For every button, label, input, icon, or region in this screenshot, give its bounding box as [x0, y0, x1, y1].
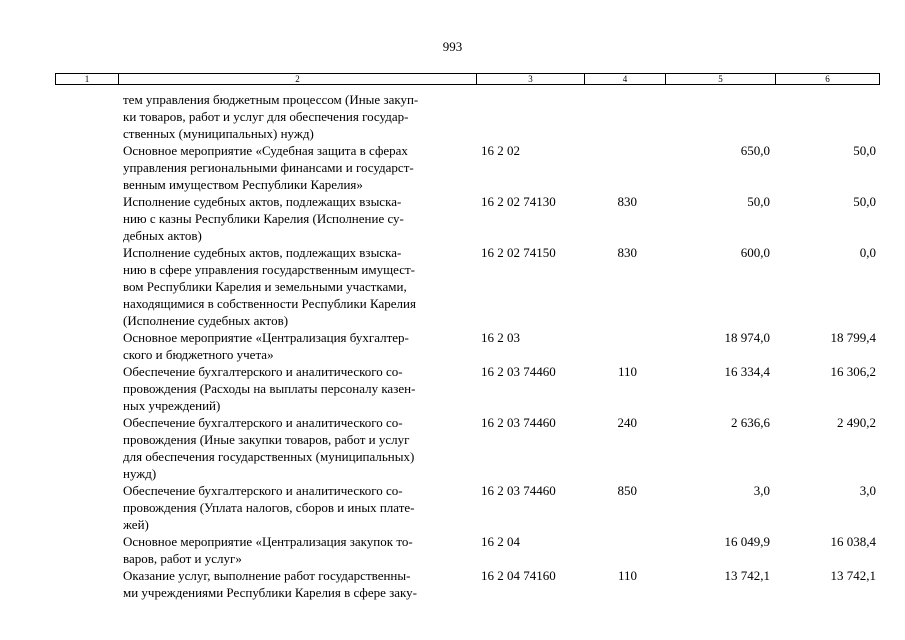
table-row	[55, 482, 880, 533]
row-name: Основное мероприятие «Централизация бухгалтер- ского и бюджетного учета»	[123, 330, 409, 362]
row-type: 110	[617, 364, 637, 379]
row-code: 16 2 02	[481, 143, 520, 158]
table-row	[55, 363, 880, 414]
row-type: 830	[617, 245, 637, 260]
row-value-2: 16 038,4	[830, 534, 876, 549]
row-name: Оказание услуг, выполнение работ государственны- ми учреждениями Республики Карелия в сфере заку-	[123, 568, 418, 600]
row-name: Основное мероприятие «Централизация закупок то- варов, работ и услуг»	[123, 534, 413, 566]
row-value-2: 3,0	[859, 483, 876, 498]
column-header-row	[55, 73, 880, 85]
row-value-2: 0,0	[859, 245, 876, 260]
row-name: Обеспечение бухгалтерского и аналитического со- провождения (Уплата налогов, сборов и иных плате- жей)	[123, 483, 415, 532]
row-value-2: 13 742,1	[830, 568, 876, 583]
table-row	[55, 329, 880, 363]
row-name: Основное мероприятие «Судебная защита в сферах управления региональными финансами и государст- венным имуществом Республики Карелия»	[123, 143, 414, 192]
row-type: 110	[617, 568, 637, 583]
page-number: 993	[442, 39, 463, 54]
row-code: 16 2 02 74150	[481, 245, 556, 260]
row-number-cell	[55, 142, 123, 193]
row-number-cell	[55, 193, 123, 244]
row-number-cell	[55, 482, 123, 533]
row-number-cell	[55, 244, 123, 329]
row-value-1: 600,0	[740, 245, 770, 260]
row-code: 16 2 03 74460	[481, 364, 556, 379]
row-value-1: 13 742,1	[724, 568, 770, 583]
row-code: 16 2 03 74460	[481, 415, 556, 430]
row-name: Обеспечение бухгалтерского и аналитического со- провождения (Иные закупки товаров, работ и услуг для обеспечения государственных (муниципальных) нужд)	[123, 415, 415, 481]
row-value-2: 50,0	[853, 194, 876, 209]
table-row	[55, 414, 880, 482]
row-type	[589, 329, 657, 363]
row-code	[471, 91, 589, 142]
column-header-4: 4	[585, 74, 666, 84]
column-header-1: 1	[56, 74, 119, 84]
budget-table-body	[55, 91, 880, 601]
row-type: 240	[617, 415, 637, 430]
row-value-2: 16 306,2	[830, 364, 876, 379]
row-value-1: 16 334,4	[724, 364, 770, 379]
row-number-cell	[55, 414, 123, 482]
row-type: 830	[617, 194, 637, 209]
column-header-3: 3	[477, 74, 585, 84]
row-value-1	[657, 91, 782, 142]
row-type	[589, 533, 657, 567]
row-name: Обеспечение бухгалтерского и аналитического со- провождения (Расходы на выплаты персоналу казен- ных учреждений)	[123, 364, 416, 413]
row-name: Исполнение судебных актов, подлежащих взыска- нию в сфере управления государственным имущест- вом Республики Карелия и земельными участками, находящимися в собственности Республики Карелия (Исполнение судебных актов)	[123, 245, 416, 328]
table-row	[55, 142, 880, 193]
row-type: 850	[617, 483, 637, 498]
row-number-cell	[55, 567, 123, 601]
row-type	[589, 91, 657, 142]
row-number-cell	[55, 533, 123, 567]
row-value-1: 50,0	[747, 194, 770, 209]
row-code: 16 2 04	[481, 534, 520, 549]
row-number-cell	[55, 91, 123, 142]
row-name: Исполнение судебных актов, подлежащих взыска- нию с казны Республики Карелия (Исполнение су- дебных актов)	[123, 194, 404, 243]
row-type	[589, 142, 657, 193]
column-header-5: 5	[666, 74, 776, 84]
row-code: 16 2 03	[481, 330, 520, 345]
row-number-cell	[55, 363, 123, 414]
row-value-1: 18 974,0	[724, 330, 770, 345]
row-value-2: 50,0	[853, 143, 876, 158]
row-code: 16 2 04 74160	[481, 568, 556, 583]
row-value-2	[782, 91, 880, 142]
table-row	[55, 533, 880, 567]
column-header-6: 6	[825, 74, 830, 84]
row-number-cell	[55, 329, 123, 363]
row-code: 16 2 03 74460	[481, 483, 556, 498]
table-row	[55, 193, 880, 244]
column-header-2: 2	[119, 74, 477, 84]
table-row	[55, 567, 880, 601]
table-row	[55, 91, 880, 142]
row-value-1: 2 636,6	[731, 415, 770, 430]
row-value-2: 2 490,2	[837, 415, 876, 430]
row-value-1: 16 049,9	[724, 534, 770, 549]
row-code: 16 2 02 74130	[481, 194, 556, 209]
table-row	[55, 244, 880, 329]
row-value-1: 3,0	[753, 483, 770, 498]
row-value-1: 650,0	[740, 143, 770, 158]
row-name: тем управления бюджетным процессом (Иные закуп- ки товаров, работ и услуг для обеспечения государ- ственных (муниципальных) нужд)	[123, 92, 419, 141]
row-value-2: 18 799,4	[830, 330, 876, 345]
